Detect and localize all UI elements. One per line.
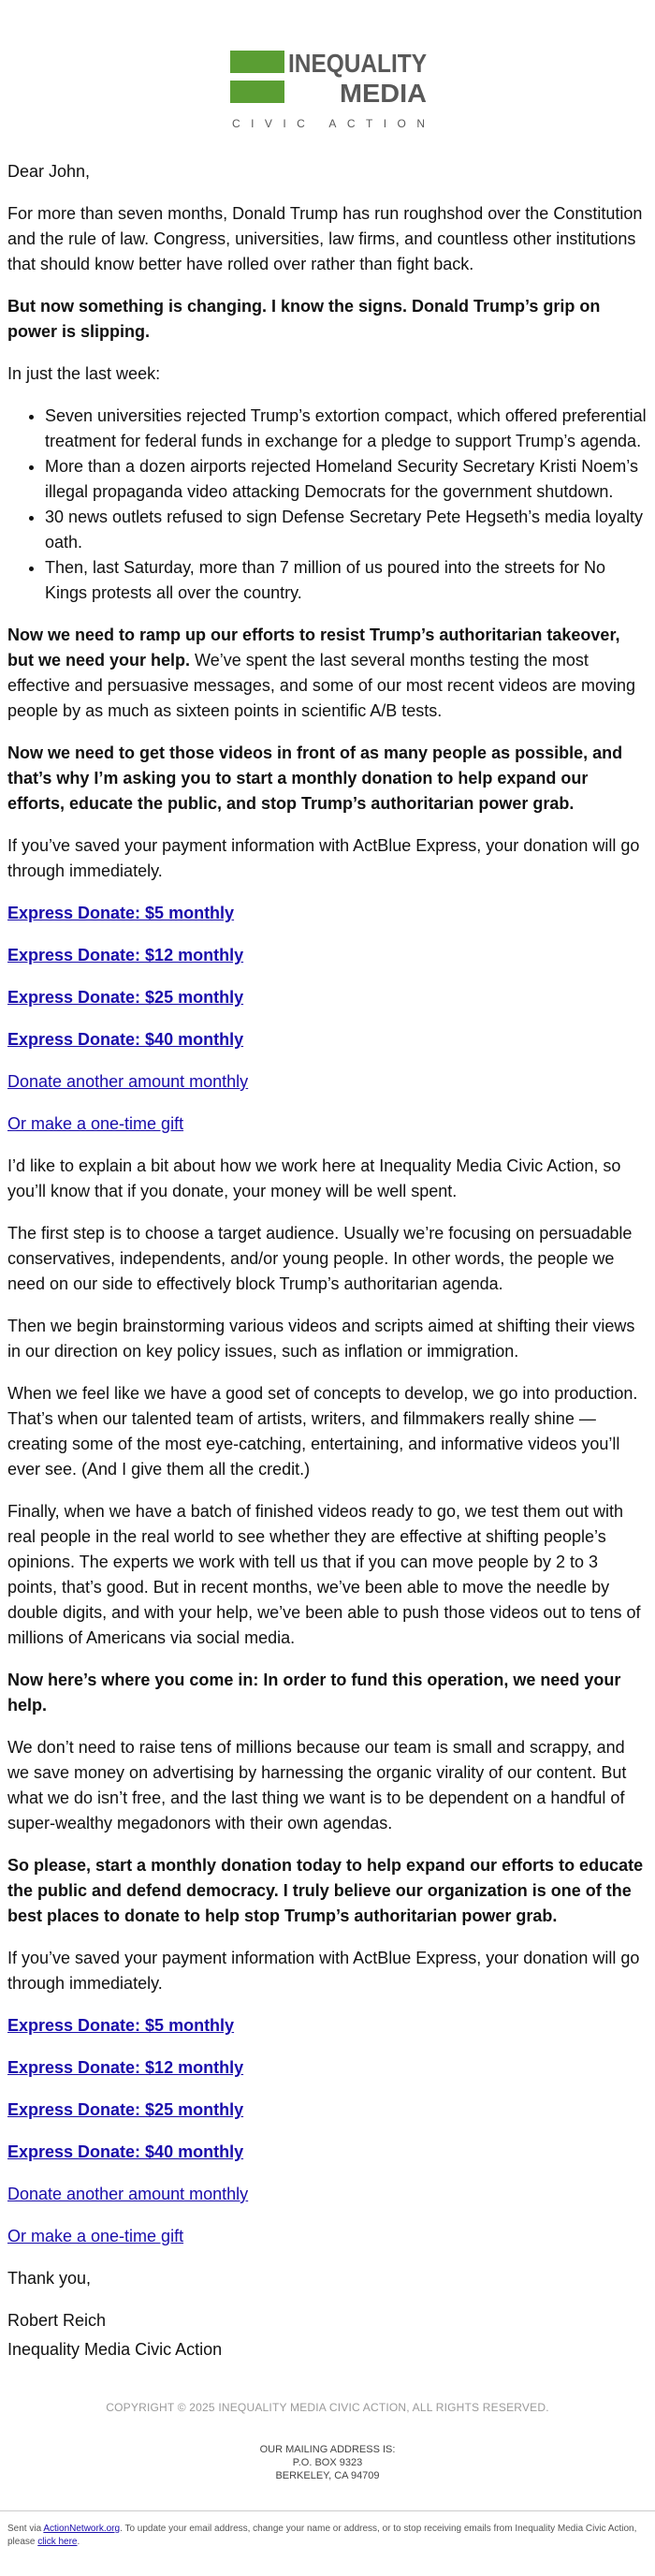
paragraph-production: When we feel like we have a good set of concepts to develop, we go into production. That’s when our talented team of artists, writers, and filmmakers really shine — creating some of the most eye-catching, entertaining, and informative videos you’ll ever see. (And I give them all the credit.) <box>7 1384 638 1479</box>
logo-green-bar-bottom <box>230 81 284 103</box>
paragraph-actblue-note-2: If you’ve saved your payment information with ActBlue Express, your donation will go through immediately. <box>7 1949 640 1993</box>
signer-name: Robert Reich <box>7 2311 107 2330</box>
list-item: • More than a dozen airports rejected Homeland Security Secretary Kristi Noem’s illegal propaganda video attacking Democrats for the government shutdown. <box>45 454 648 505</box>
paragraph-small-scrappy: We don’t need to raise tens of millions because our team is small and scrappy, and we save money on advertising by harnessing the organic virality of our content. But what we do isn’t free, and the last thing we want is to be dependent on a handful of super-wealthy megadonors with their own agendas. <box>7 1738 627 1833</box>
thank-you: Thank you, <box>7 2269 92 2288</box>
mailing-address-line-2: BERKELEY, CA 94709 <box>275 2470 380 2481</box>
list-item: • Then, last Saturday, more than 7 million of us poured into the streets for No Kings protests all over the country. <box>45 555 648 606</box>
paragraph-monthly-ask: Now we need to get those videos in front of as many people as possible, and that’s why I’m asking you to start a monthly donation to help expand our efforts, educate the public, and stop Trump’s authoritarian power grab. <box>7 743 623 813</box>
donate-other-amount-link[interactable]: Donate another amount monthly <box>7 1072 249 1091</box>
logo-word-media: MEDIA <box>340 79 427 108</box>
footer <box>0 2400 655 2482</box>
paragraph-last-week: In just the last week: <box>7 364 161 383</box>
paragraph-ramp-up <box>7 623 648 724</box>
mailing-address-label: OUR MAILING ADDRESS IS: <box>259 2444 396 2455</box>
paragraph-grip-slipping: But now something is changing. I know the signs. Donald Trump’s grip on power is slipping. <box>7 297 601 341</box>
actionnetwork-link[interactable]: ActionNetwork.org <box>43 2524 121 2534</box>
paragraph-actblue-note: If you’ve saved your payment information with ActBlue Express, your donation will go through immediately. <box>7 836 640 880</box>
email-body <box>0 159 655 2363</box>
paragraph-ramp-up-rest: We’ve spent the last several months testing the most effective and persuasive messages, and some of our most recent videos are moving people by as much as sixteen points in scientific A/B tests. <box>7 651 636 720</box>
sent-via-middle: . To update your email address, change your name or address, or to stop receiving emails from Inequality Media Civic Action, please <box>7 2524 637 2547</box>
express-donate-5-link-2[interactable]: Express Donate: $5 monthly <box>7 2016 235 2035</box>
sent-via-prefix: Sent via <box>7 2524 44 2534</box>
express-donate-25-link[interactable]: Express Donate: $25 monthly <box>7 988 244 1007</box>
paragraph-ramp-up-bold: Now we need to ramp up our efforts to resist Trump’s authoritarian takeover, but we need your help. <box>7 626 620 670</box>
logo-word-inequality: INEQUALITY <box>288 49 428 78</box>
sent-via-notice <box>0 2510 655 2564</box>
one-time-gift-link-2[interactable]: Or make a one-time gift <box>7 2227 184 2245</box>
express-donate-25-link-2[interactable]: Express Donate: $25 monthly <box>7 2100 244 2119</box>
donate-other-amount-link-2[interactable]: Donate another amount monthly <box>7 2185 249 2203</box>
express-donate-12-link[interactable]: Express Donate: $12 monthly <box>7 946 244 964</box>
unsubscribe-click-here-link[interactable]: click here <box>37 2537 78 2547</box>
logo-word-civic-action: CIVIC ACTION <box>232 117 425 130</box>
paragraph-intro: For more than seven months, Donald Trump has run roughshod over the Constitution and the rule of law. Congress, universities, law firms, and countless other institutions that should know better have rolled over rather than fight back. <box>7 204 643 273</box>
express-donate-5-link[interactable]: Express Donate: $5 monthly <box>7 904 235 922</box>
one-time-gift-link[interactable]: Or make a one-time gift <box>7 1114 184 1133</box>
logo-green-bar-top <box>230 51 284 73</box>
salutation: Dear John, <box>7 162 91 181</box>
copyright-notice: COPYRIGHT © 2025 INEQUALITY MEDIA CIVIC ACTION, ALL RIGHTS RESERVED. <box>106 2401 549 2414</box>
bullet-list <box>7 404 648 606</box>
paragraph-where-you-come-in: Now here’s where you come in: In order to fund this operation, we need your help. <box>7 1671 621 1715</box>
express-donate-40-link[interactable]: Express Donate: $40 monthly <box>7 1030 244 1049</box>
paragraph-please-donate: So please, start a monthly donation today to help expand our efforts to educate the public and defend democracy. I truly believe our organization is one of the best places to donate to help stop Trump’s authoritarian power grab. <box>7 1856 644 1925</box>
paragraph-brainstorming: Then we begin brainstorming various videos and scripts aimed at shifting their views in our direction on key policy issues, such as inflation or immigration. <box>7 1317 635 1361</box>
mailing-address-line-1: P.O. BOX 9323 <box>292 2457 363 2468</box>
paragraph-testing: Finally, when we have a batch of finished videos ready to go, we test them out with real people in the real world to see whether they are effective at shifting people’s opinions. The experts we work with tell us that if you can move people by 2 to 3 points, that’s good. But in recent months, we’ve been able to move the needle by double digits, and with your help, we’ve been able to push those videos out to tens of millions of Americans via social media. <box>7 1502 641 1647</box>
signer-organization: Inequality Media Civic Action <box>7 2340 223 2359</box>
list-item: • Seven universities rejected Trump’s extortion compact, which offered preferential treatment for federal funds in exchange for a pledge to support Trump’s agenda. <box>45 404 648 454</box>
logo <box>0 0 655 150</box>
paragraph-target-audience: The first step is to choose a target audience. Usually we’re focusing on persuadable conservatives, independents, and/or young people. In other words, the people we need on our side to effectively block Trump’s authoritarian agenda. <box>7 1224 633 1293</box>
express-donate-12-link-2[interactable]: Express Donate: $12 monthly <box>7 2058 244 2077</box>
sent-via-end: . <box>77 2537 80 2547</box>
inequality-media-logo <box>230 47 427 133</box>
paragraph-how-we-work: I’d like to explain a bit about how we work here at Inequality Media Civic Action, so you’ll know that if you donate, your money will be well spent. <box>7 1156 621 1200</box>
list-item: • 30 news outlets refused to sign Defense Secretary Pete Hegseth’s media loyalty oath. <box>45 505 648 555</box>
express-donate-40-link-2[interactable]: Express Donate: $40 monthly <box>7 2142 244 2161</box>
